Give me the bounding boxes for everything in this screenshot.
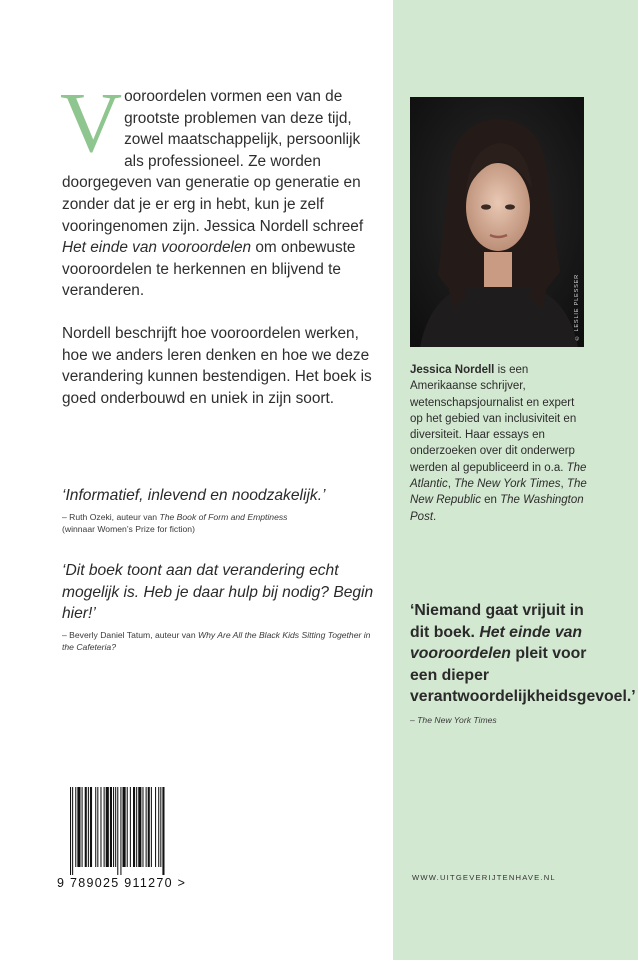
isbn-number: 9 789025 911270 >: [57, 876, 187, 890]
quote-nyt: [410, 600, 636, 725]
author-bio: Jessica Nordell is een Amerikaanse schrijver, wetenschapsjournalist en expert op het gebied van inclusiviteit en diversiteit. Haar essays en onderzoeken over dit onderwerp werden al gepubliceerd in o.a. The Atlantic, The New York Times, The New Republic en The Washington Post.: [410, 364, 587, 523]
quote-text: ‘Informatief, inlevend en noodzakelijk.’: [62, 487, 326, 504]
photo-credit: © LESLIE PLESSER: [574, 274, 580, 341]
quote-source: – Beverly Daniel Tatum, auteur van Why Are All the Black Kids Sitting Together in the Cafeteria?: [62, 629, 371, 652]
author-portrait-image: [410, 97, 584, 347]
isbn-barcode: [70, 787, 198, 884]
intro-paragraph-1: Vooroordelen vormen een van de grootste problemen van deze tijd, zowel maatschappelijk, persoonlijk als professioneel. Ze worden doorgegeven van generatie op generatie en zonder dat je er erg in hebt, kun je zelf vooringenomen zijn. Jessica Nordell schreef Het einde van vooroordelen om onbewuste vooroordelen te herkennen en blijvend te veranderen.: [60, 74, 364, 300]
quote-ozeki: [62, 485, 382, 536]
author-name: Jessica Nordell: [410, 364, 495, 376]
quote-text: ‘Dit boek toont aan dat verandering echt mogelijk is. Heb je daar hulp bij nodig? Begin hier!’: [62, 562, 374, 622]
quote-source: – The New York Times: [410, 714, 497, 725]
publisher-url: WWW.UITGEVERIJTENHAVE.NL: [412, 873, 556, 882]
author-photo: [410, 97, 584, 347]
quote-source: – Ruth Ozeki, auteur van The Book of Form and Emptiness (winnaar Women’s Prize for fiction): [62, 511, 288, 534]
quote-text: ‘Niemand gaat vrijuit in dit boek. Het einde van vooroordelen pleit voor een dieper verantwoordelijkheidsgevoel.’: [410, 602, 636, 706]
intro-paragraph-2: Nordell beschrijft hoe vooroordelen werken, hoe we anders leren denken en hoe we deze verandering kunnen bestendigen. Het boek is goed onderbouwd en uniek in zijn soort.: [62, 324, 372, 407]
barcode-icon: [70, 787, 198, 875]
intro-text: [60, 74, 377, 409]
drop-cap: V: [60, 74, 123, 170]
quote-tatum: [62, 560, 382, 654]
